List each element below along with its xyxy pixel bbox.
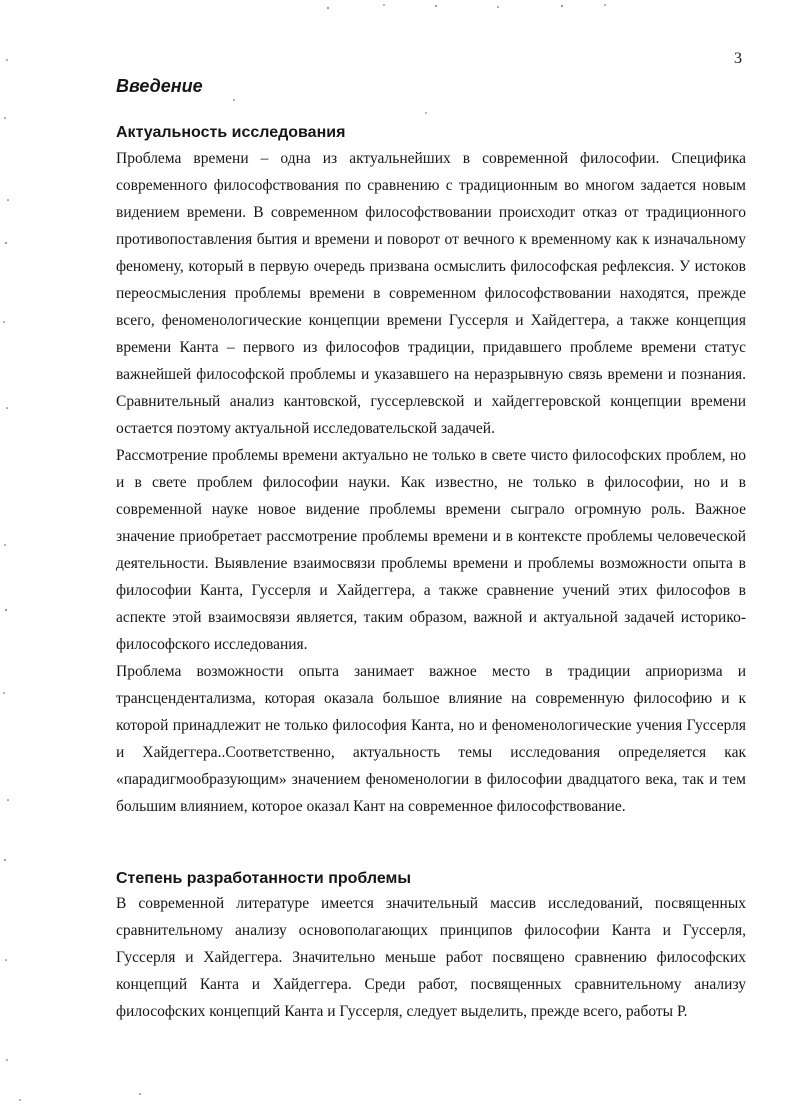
- page-number: 3: [734, 50, 742, 67]
- paragraph: Проблема возможности опыта занимает важное место в традиции априоризма и трансцендентализма, которая оказала большое влияние на современную философию и к которой принадлежит не только философия Канта, но и феноменологические учения Гуссерля и Хайдеггера..Соответственно, актуальность темы исследования определяется как «парадигмообразующим» значением феноменологии в философии двадцатого века, так и тем большим влиянием, которое оказал Кант на современное философствование.: [116, 663, 746, 815]
- paragraph: Рассмотрение проблемы времени актуально не только в свете чисто философских проблем, но и в свете проблем философии науки. Как известно, не только в философии, но и в современной науке новое видение проблемы времени сыграло огромную роль. Важное значение приобретает рассмотрение проблемы времени и в контексте проблемы человеческой деятельности. Выявление взаимосвязи проблемы времени и проблемы возможности опыта в философии Канта, Гуссерля и Хайдеггера, а также сравнение учений этих философов в аспекте этой взаимосвязи является, таким образом, важной и актуальной задачей историко-философского исследования.: [116, 447, 746, 653]
- paragraph: В современной литературе имеется значительный массив исследований, посвященных сравнительному анализу основополагающих принципов философии Канта и Гуссерля, Гуссерля и Хайдеггера. Значительно меньше работ посвящено сравнению философских концепций Канта и Хайдеггера. Среди работ, посвященных сравнительному анализу философских концепций Канта и Гуссерля, следует выделить, прежде всего, работы Р.: [116, 895, 746, 1020]
- relevance-text: [116, 145, 746, 820]
- heading-development-degree: Степень разработанности проблемы: [116, 870, 412, 887]
- heading-relevance: Актуальность исследования: [116, 124, 346, 141]
- paragraph: Проблема времени – одна из актуальнейших в современной философии. Специфика современного философствования по сравнению с традиционным во многом задается новым видением времени. В современном философствовании происходит отказ от традиционного противопоставления бытия и времени и поворот от вечного к временному как к изначальному феномену, который в первую очередь призвана осмыслить философская рефлексия. У истоков переосмысления проблемы времени в современном философствовании находятся, прежде всего, феноменологические концепции времени Гуссерля и Хайдеггера, а также концепция времени Канта – первого из философов традиции, придавшего проблеме времени статус важнейшей философской проблемы и указавшего на неразрывную связь времени и познания. Сравнительный анализ кантовской, гуссерлевской и хайдеггеровской концепции времени остается поэтому актуальной исследовательской задачей.: [116, 150, 746, 437]
- section-title: Введение: [116, 76, 203, 96]
- development-degree-text: [116, 890, 746, 1025]
